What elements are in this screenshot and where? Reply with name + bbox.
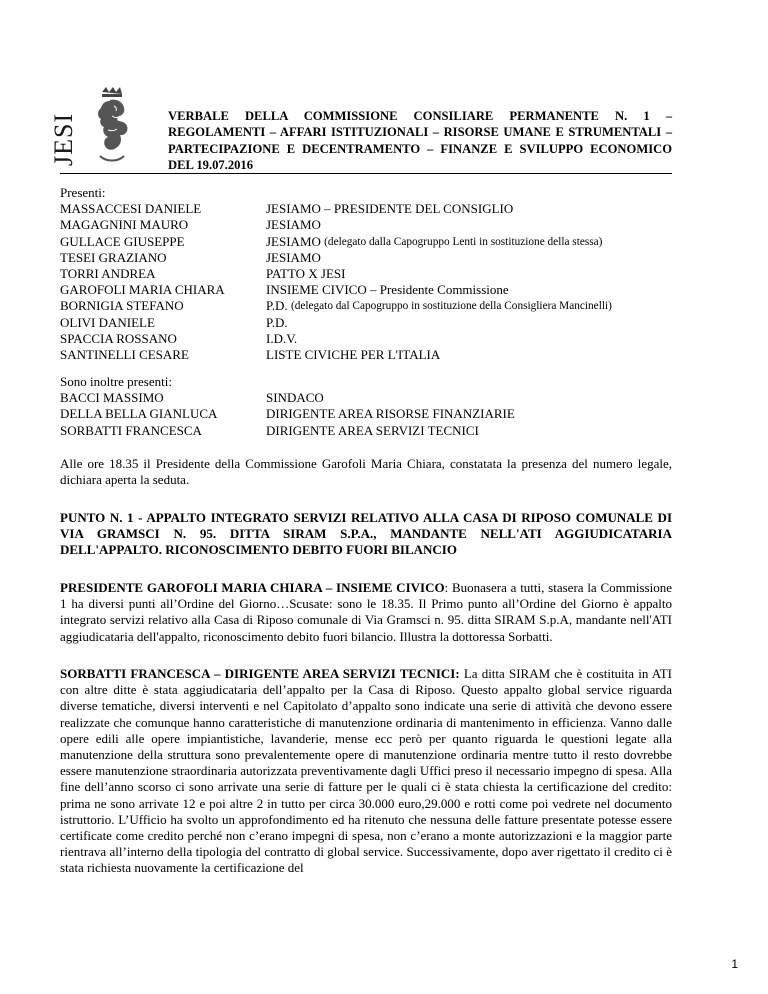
document-title: VERBALE DELLA COMMISSIONE CONSILIARE PERMANENTE N. 1 – REGOLAMENTI – AFFARI ISTITUZIONALI – RISORSE UMANE E STRUMENTALI – PARTECIPAZIONE E DECENTRAMENTO – FINANZE E SVILUPPO ECONOMICO DEL 19.07.2016 bbox=[168, 109, 672, 173]
attendee-role: PATTO X JESI bbox=[266, 266, 346, 282]
attendee-name: MASSACCESI DANIELE bbox=[60, 201, 202, 217]
also-present-list bbox=[60, 374, 515, 439]
attendee-row bbox=[60, 266, 612, 282]
attendee-role: JESIAMO bbox=[266, 249, 321, 265]
attendee-role: JESIAMO bbox=[266, 217, 321, 233]
attendee-row bbox=[60, 234, 612, 250]
attendee-row bbox=[60, 217, 612, 233]
opening-paragraph: Alle ore 18.35 il Presidente della Commissione Garofoli Maria Chiara, constatata la presenza del numero legale, dichiara aperta la seduta. bbox=[60, 456, 672, 488]
attendee-row bbox=[60, 331, 612, 347]
attendee-name: GAROFOLI MARIA CHIARA bbox=[60, 282, 225, 298]
presenti-label: Presenti: bbox=[60, 185, 106, 200]
attendee-row bbox=[60, 406, 515, 422]
attendee-row bbox=[60, 390, 515, 406]
attendee-role: SINDACO bbox=[266, 390, 324, 406]
attendee-name: SANTINELLI CESARE bbox=[60, 347, 189, 363]
attendee-name: TESEI GRAZIANO bbox=[60, 249, 167, 265]
attendee-name: SPACCIA ROSSANO bbox=[60, 330, 177, 346]
president-speech bbox=[60, 580, 672, 645]
attendee-name: TORRI ANDREA bbox=[60, 266, 156, 282]
attendee-role: I.D.V. bbox=[266, 330, 298, 346]
speech-text: La ditta SIRAM che è costituita in ATI con altre ditte è stata aggiudicataria dell’appalto per la Casa di Riposo. Questo appalto global service riguarda diverse tematiche, diversi interventi e nel Capitolato d’appalto sono indicate una serie di attività che devono essere realizzate che comunque hanno caratteristiche di manutenzione ordinaria di mantenimento in efficienza. Vanno dalle opere edili alle opere impiantistiche, lavanderie, mense ecc però per quanto riguarda le questioni legate alla manutenzione della struttura sono prevalentemente opere di manutenzione ordinaria mentre tutto il resto dovrebbe essere manutenzione straordinaria autorizzata preventivamente dagli Uffici preso il necessario impegno di spesa. Alla fine dell’anno scorso ci sono arrivate una serie di fatture per le quali ci è stata chiesta la certificazione del credito: prima ne sono arrivate 12 e poi altre 2 in tutto per circa 30.000 euro,29.000 e rotti come poi vedrete nel documento istruttorio. L’Ufficio ha svolto un approfondimento ed ha ritenuto che nessuna delle fatture presentate potesse essere certificate come credito perché non c’erano impegni di spesa, non c’erano a monte autorizzazioni e la maggior parte rientrava all’interno della tipologia del contratto di global service. Successivamente, dopo aver rigettato il credito ci è stata richiesta nuovamente la certificazione del bbox=[60, 666, 673, 876]
attendee-name: DELLA BELLA GIANLUCA bbox=[60, 406, 218, 422]
attendee-row bbox=[60, 298, 612, 314]
jesi-lion-logo-icon bbox=[49, 86, 152, 170]
presenti-list bbox=[60, 185, 612, 363]
attendee-row bbox=[60, 347, 612, 363]
also-present-label: Sono inoltre presenti: bbox=[60, 374, 172, 389]
attendee-role: JESIAMO bbox=[266, 233, 321, 249]
attendee-name: BACCI MASSIMO bbox=[60, 390, 164, 406]
attendee-name: GULLACE GIUSEPPE bbox=[60, 233, 185, 249]
speech-text: : Buonasera a tutti, stasera la Commissione 1 ha diversi punti all’Ordine del Giorno…Scusate: sono le 18.35. Il Primo punto all’Ordine del Giorno è appalto integrato servizi relativo alla Casa di Riposo comunale di Via Gramsci n. 95. ditta SIRAM S.p.A, mandante nell'ATI aggiudicataria dell'appalto, riconoscimento debito fuori bilancio. Illustra la dottoressa Sorbatti. bbox=[60, 580, 672, 644]
attendee-role: JESIAMO – PRESIDENTE DEL CONSIGLIO bbox=[266, 201, 514, 217]
agenda-item-heading: PUNTO N. 1 - APPALTO INTEGRATO SERVIZI RELATIVO ALLA CASA DI RIPOSO COMUNALE DI VIA GRAMSCI N. 95. DITTA SIRAM S.P.A., MANDANTE NELL'ATI AGGIUDICATARIA DELL'APPALTO. RICONOSCIMENTO DEBITO FUORI BILANCIO bbox=[60, 510, 672, 558]
attendee-name: SORBATTI FRANCESCA bbox=[60, 422, 202, 438]
speaker-name: SORBATTI FRANCESCA – DIRIGENTE AREA SERVIZI TECNICI: bbox=[60, 666, 460, 681]
attendee-note: (delegato dalla Capogruppo Lenti in sostituzione della stessa) bbox=[324, 235, 603, 248]
attendee-role: DIRIGENTE AREA SERVIZI TECNICI bbox=[266, 422, 479, 438]
header-divider bbox=[60, 173, 672, 174]
attendee-role: P.D. bbox=[266, 314, 288, 330]
attendee-name: MAGAGNINI MAURO bbox=[60, 217, 189, 233]
page-number: 1 bbox=[731, 957, 738, 971]
speaker-name: PRESIDENTE GAROFOLI MARIA CHIARA – INSIEME CIVICO bbox=[60, 580, 445, 595]
attendee-row bbox=[60, 250, 612, 266]
attendee-name: BORNIGIA STEFANO bbox=[60, 298, 184, 314]
attendee-row bbox=[60, 282, 612, 298]
attendee-row bbox=[60, 423, 515, 439]
attendee-role: P.D. bbox=[266, 298, 288, 314]
attendee-note: (delegato dal Capogruppo in sostituzione della Consigliera Mancinelli) bbox=[290, 300, 612, 313]
attendee-name: OLIVI DANIELE bbox=[60, 314, 155, 330]
attendee-row bbox=[60, 315, 612, 331]
logo-text: JESI bbox=[49, 112, 78, 166]
sorbatti-speech bbox=[60, 666, 672, 877]
attendee-role: DIRIGENTE AREA RISORSE FINANZIARIE bbox=[266, 406, 515, 422]
attendee-role: LISTE CIVICHE PER L'ITALIA bbox=[266, 347, 441, 363]
attendee-role: INSIEME CIVICO – Presidente Commissione bbox=[266, 282, 509, 298]
attendee-row bbox=[60, 201, 612, 217]
